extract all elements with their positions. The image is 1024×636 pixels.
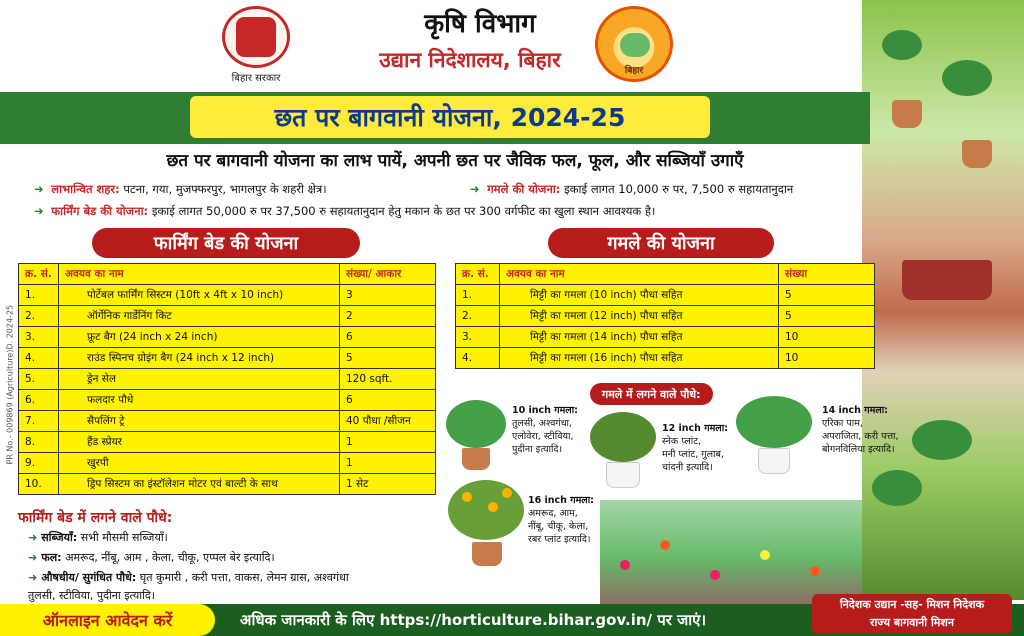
veg-line (28, 530, 168, 545)
veg-value: सभी मौसमी सब्जियाँ। (80, 531, 168, 544)
column-header: अवयव का नाम (500, 264, 779, 285)
table-header-row (456, 264, 875, 285)
table-cell: ड्रिप सिस्टम का इंस्टॉलेशन मोटर एवं बाल्टी के साथ (59, 474, 340, 495)
herb-label: औषधीय/ सुगंधित पौधे: (41, 571, 137, 584)
table-cell: 10 (779, 348, 875, 369)
fruit-value: अमरूद, नींबू, आम , केला, चीकू, एप्पल बेर इत्यादि। (65, 551, 275, 564)
website-link[interactable]: अधिक जानकारी के लिए https://horticulture.bihar.gov.in/ पर जाएं। (240, 611, 707, 629)
table-cell: फलदार पौधे (59, 390, 340, 411)
fruit-line (28, 550, 275, 565)
table-cell: 6 (340, 390, 436, 411)
table-cell: पोर्टेबल फार्मिंग सिस्टम (10ft x 4ft x 10 inch) (59, 285, 340, 306)
table-cell: 1. (456, 285, 500, 306)
table-cell: 120 sqft. (340, 369, 436, 390)
tagline: छत पर बागवानी योजना का लाभ पायें, अपनी छत पर जैविक फल, फूल, और सब्जियाँ उगाएँ (166, 151, 744, 171)
arrow-icon: ➜ (470, 182, 480, 196)
cities-value: पटना, गया, मुजफ्फरपुर, भागलपुर के शहरी क्षेत्र। (123, 182, 327, 196)
bed-scheme-title: फार्मिंग बेड की योजना (92, 228, 360, 258)
director-line-1: निदेशक उद्यान -सह- मिशन निदेशक (839, 598, 985, 611)
table-cell: राउंड स्पिनच ग्रोइंग बैग (24 inch x 12 inch) (59, 348, 340, 369)
table-cell: मिट्टी का गमला (14 inch) पौधा सहित (500, 327, 779, 348)
bed-scheme-table (18, 263, 436, 495)
table-row (19, 453, 436, 474)
arrow-icon: ➜ (34, 182, 44, 196)
arrow-icon: ➜ (28, 551, 38, 564)
table-cell: 3. (456, 327, 500, 348)
table-cell: 3 (340, 285, 436, 306)
table-cell: 5 (779, 306, 875, 327)
table-cell: ड्रेन सेल (59, 369, 340, 390)
arrow-icon: ➜ (28, 531, 38, 544)
arrow-icon: ➜ (28, 571, 38, 584)
table-cell: 5 (779, 285, 875, 306)
pr-number: PR No.- 009869 (Agriculture)D. 2024-25 (5, 304, 15, 465)
horticulture-logo-icon (595, 6, 673, 82)
pot-value: इकाई लागत 10,000 रु पर, 7,500 रु सहायतानुदान (564, 182, 794, 196)
table-row (19, 411, 436, 432)
arrow-icon: ➜ (34, 204, 44, 218)
table-cell: मिट्टी का गमला (10 inch) पौधा सहित (500, 285, 779, 306)
plant-14-inch-image (736, 396, 812, 476)
table-row (19, 390, 436, 411)
table-cell: 40 पौधा /सीजन (340, 411, 436, 432)
table-cell: 9. (19, 453, 59, 474)
bihar-emblem-icon (222, 6, 290, 68)
column-header: क्र. सं. (19, 264, 59, 285)
emblem-caption: बिहार सरकार (231, 73, 281, 84)
column-header: क्र. सं. (456, 264, 500, 285)
garden-photo (600, 500, 862, 604)
pot-info (470, 182, 793, 197)
table-cell: सैपलिंग ट्रे (59, 411, 340, 432)
pot-plants-title: गमले में लगने वाले पौधे: (590, 383, 713, 405)
herb-line-2: तुलसी, स्टीविया, पुदीना इत्यादि। (28, 589, 155, 602)
table-cell: 8. (19, 432, 59, 453)
column-header: संख्या (779, 264, 875, 285)
department-subtitle: उद्यान निदेशालय, बिहार (379, 48, 561, 72)
table-cell: 1. (19, 285, 59, 306)
logo-caption: बिहार (624, 66, 644, 76)
director-line-2: राज्य बागवानी मिशन (870, 616, 954, 629)
table-row (456, 306, 875, 327)
table-row (19, 432, 436, 453)
table-cell: 7. (19, 411, 59, 432)
table-row (19, 348, 436, 369)
table-cell: 6 (340, 327, 436, 348)
plant-10-inch-image (446, 400, 506, 472)
bed-info (34, 204, 655, 219)
table-cell: 1 (340, 432, 436, 453)
department-title: कृषि विभाग (424, 9, 536, 39)
table-cell: मिट्टी का गमला (16 inch) पौधा सहित (500, 348, 779, 369)
table-row (456, 327, 875, 348)
table-cell: हैंड स्प्रेयर (59, 432, 340, 453)
director-box (812, 594, 1012, 634)
table-row (456, 285, 875, 306)
pot-10-inch-text: 10 inch गमला: तुलसी, अश्वगंधा, एलोवेरा, स्टीविया, पुदीना इत्यादि। (512, 405, 578, 455)
table-cell: 5. (19, 369, 59, 390)
table-row (456, 348, 875, 369)
table-cell: 1 (340, 453, 436, 474)
table-cell: 4. (456, 348, 500, 369)
plant-16-inch-image (448, 480, 524, 570)
table-cell: 1 सेट (340, 474, 436, 495)
cities-info (34, 182, 327, 197)
apply-online-button[interactable]: ऑनलाइन आवेदन करें (0, 604, 215, 636)
table-cell: 5 (340, 348, 436, 369)
table-cell: 2. (19, 306, 59, 327)
bed-plants-title: फार्मिंग बेड में लगने वाले पौधे: (18, 510, 173, 526)
column-header: अवयव का नाम (59, 264, 340, 285)
table-cell: 2. (456, 306, 500, 327)
table-cell: 2 (340, 306, 436, 327)
pot-12-inch-text: 12 inch गमला: स्नेक प्लांट, मनी प्लांट, गुलाब, चांदनी इत्यादि। (662, 423, 728, 473)
pot-16-inch-text: 16 inch गमला: अमरूद, आम, नींबू, चीकू, केला, रबर प्लांट इत्यादि। (528, 495, 594, 545)
herb-value: घृत कुमारी , करी पत्ता, वाकस, लेमन ग्रास, अश्वगंधा (139, 571, 349, 584)
table-cell: 10 (779, 327, 875, 348)
table-header-row (19, 264, 436, 285)
pot-scheme-title: गमले की योजना (548, 228, 774, 258)
table-row (19, 474, 436, 495)
table-cell: 6. (19, 390, 59, 411)
column-header: संख्या/ आकार (340, 264, 436, 285)
table-cell: फ्रूट बैग (24 inch x 24 inch) (59, 327, 340, 348)
table-row (19, 306, 436, 327)
bed-value: इकाई लागत 50,000 रु पर 37,500 रु सहायतानुदान हेतु मकान के छत पर 300 वर्गफीट का खुला स्थान आवश्यक है। (151, 204, 656, 218)
table-cell: 10. (19, 474, 59, 495)
pot-label: गमले की योजना: (487, 182, 561, 196)
fruit-label: फल: (41, 551, 62, 564)
table-cell: खुरपी (59, 453, 340, 474)
scheme-title: छत पर बागवानी योजना, 2024-25 (190, 96, 710, 138)
table-row (19, 285, 436, 306)
pot-scheme-table (455, 263, 875, 369)
table-cell: 3. (19, 327, 59, 348)
rooftop-garden-photo (862, 0, 1024, 600)
table-row (19, 327, 436, 348)
veg-label: सब्जियाँ: (41, 531, 78, 544)
pot-14-inch-text: 14 inch गमला: एरिका पाम, अपराजिता, करी पत्ता, बोगनविलिया इत्यादि। (822, 405, 899, 455)
table-cell: 4. (19, 348, 59, 369)
table-row (19, 369, 436, 390)
table-cell: मिट्टी का गमला (12 inch) पौधा सहित (500, 306, 779, 327)
cities-label: लाभान्वित शहर: (51, 182, 120, 196)
bed-label: फार्मिंग बेड की योजना: (51, 204, 149, 218)
table-cell: ऑर्गेनिक गार्डेनिंग किट (59, 306, 340, 327)
herb-line (28, 570, 349, 585)
plant-12-inch-image (590, 412, 656, 490)
